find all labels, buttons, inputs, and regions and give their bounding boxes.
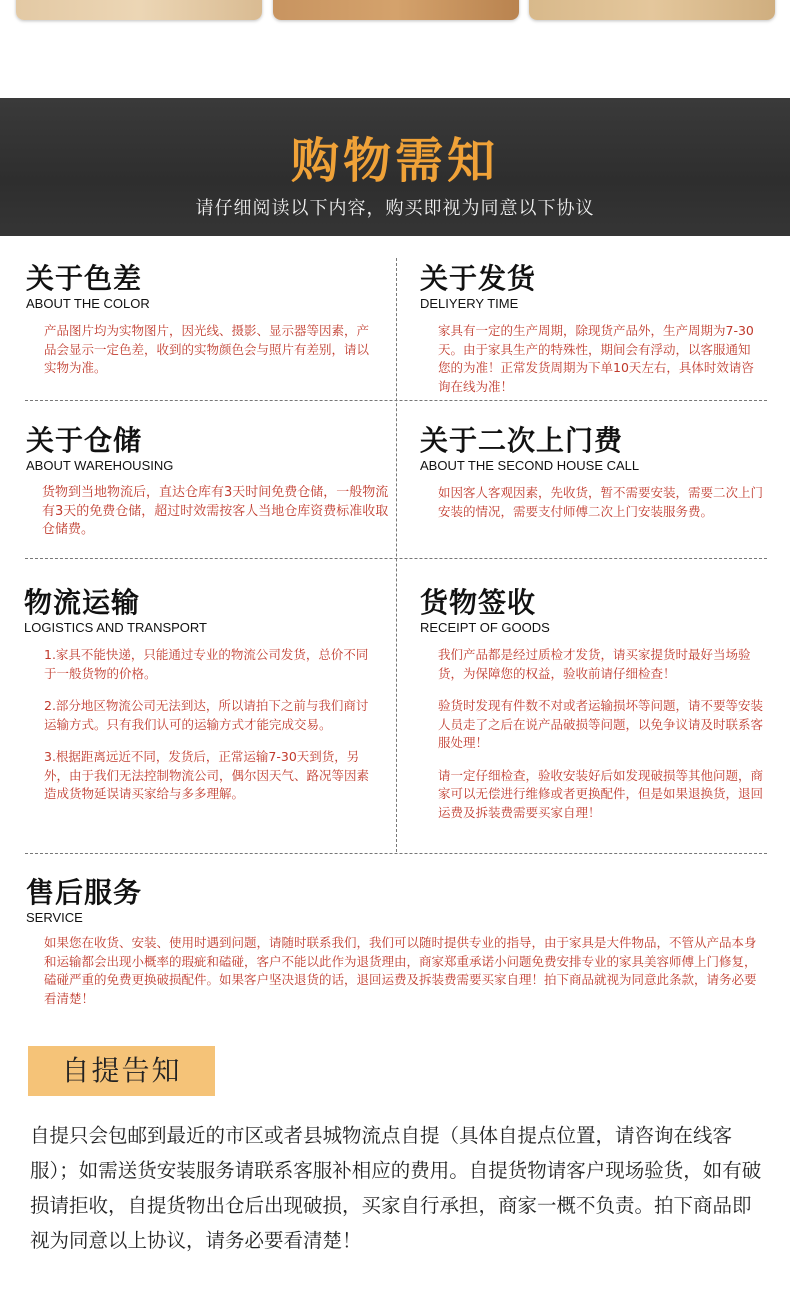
row-divider-3 xyxy=(25,853,767,854)
wood-swatch-natural xyxy=(529,0,775,20)
product-swatch-strip xyxy=(0,0,790,24)
shopping-notice-banner xyxy=(0,98,790,236)
section-paragraph: 如因客人客观因素，先收货，暂不需要安装，需要二次上门安装的情况，需要支付师傅二次上门安装服务费。 xyxy=(438,485,764,519)
section-logistics xyxy=(24,586,376,818)
section-subtitle-en: RECEIPT OF GOODS xyxy=(420,620,550,635)
section-title: 关于色差 xyxy=(26,262,143,295)
section-delivery xyxy=(420,262,760,410)
section-warehouse xyxy=(26,424,391,554)
section-subtitle-en: ABOUT THE SECOND HOUSE CALL xyxy=(420,458,640,473)
section-subtitle-en: LOGISTICS AND TRANSPORT xyxy=(24,620,208,635)
banner-title: 购物需知 xyxy=(290,133,499,189)
wood-swatch-medium xyxy=(273,0,519,20)
section-paragraph: 家具有一定的生产周期，除现货产品外，生产周期为7-30天。由于家具生产的特殊性，期间会有浮动，以客服通知您的为准！正常发货周期为下单10天左右，具体时效请咨询在线为准！ xyxy=(438,323,754,394)
section-paragraph: 产品图片均为实物图片，因光线、摄影、显示器等因素，产品会显示一定色差，收到的实物颜色会与照片有差别，请以实物为准。 xyxy=(44,323,370,375)
section-subtitle-en: DELIYERY TIME xyxy=(420,296,519,311)
pickup-title: 自提告知 xyxy=(61,1054,182,1087)
banner-subtitle: 请仔细阅读以下内容，购买即视为同意以下协议 xyxy=(195,198,595,219)
section-service xyxy=(26,876,766,1022)
section-second-house-call xyxy=(420,424,765,535)
section-subtitle-en: ABOUT THE COLOR xyxy=(26,296,150,311)
section-paragraph: 请一定仔细检查，验收安装好后如发现破损等其他问题，商家可以无偿进行维修或者更换配件，但是如果退换货，退回运费及拆装费需要买家自理！ xyxy=(438,767,764,820)
section-color xyxy=(26,262,371,392)
column-divider xyxy=(396,258,397,852)
section-subtitle-en: ABOUT WAREHOUSING xyxy=(26,458,174,473)
section-paragraph: 1.家具不能快递，只能通过专业的物流公司发货，总价不同于一般货物的价格。 xyxy=(44,647,369,681)
section-paragraph: 验货时发现有件数不对或者运输损坏等问题，请不要等安装人员走了之后在说产品破损等问题，以免争议请及时联系客服处理！ xyxy=(438,698,764,750)
section-paragraph: 货物到当地物流后，直达仓库有3天时间免费仓储，一般物流有3天的免费仓储，超过时效需按客人当地仓库资费标准收取仓储费。 xyxy=(42,485,389,537)
section-subtitle-en: SERVICE xyxy=(26,910,83,925)
section-paragraph: 3.根据距离远近不同，发货后，正常运输7-30天到货，另外，由于我们无法控制物流公司，偶尔因天气、路况等因素造成货物延误请买家给与多多理解。 xyxy=(44,749,370,801)
section-title: 关于仓储 xyxy=(26,424,143,457)
section-receipt xyxy=(420,586,772,836)
section-title: 关于二次上门费 xyxy=(420,424,624,457)
pickup-heading-box xyxy=(28,1046,215,1096)
section-paragraph: 我们产品都是经过质检才发货，请买家提货时最好当场验货，为保障您的权益，验收前请仔细检查！ xyxy=(438,647,751,681)
section-title: 货物签收 xyxy=(420,586,537,619)
section-paragraph: 如果您在收货、安装、使用时遇到问题，请随时联系我们，我们可以随时提供专业的指导，由于家具是大件物品，不管从产品本身和运输都会出现小概率的瑕疵和磕碰，客户不能以此作为退货理由，商家郑重承诺小问题免费安排专业的家具美容师傅上门修复，磕碰严重的免费更换破损配件。如果客户坚决退货的话，退回运费及拆装费需要买家自理！拍下商品就视为同意此条款，请务必要看清楚！ xyxy=(44,935,757,1006)
row-divider-2 xyxy=(25,558,767,559)
section-title: 物流运输 xyxy=(24,586,141,619)
pickup-body-text: 自提只会包邮到最近的市区或者县城物流点自提（具体自提点位置，请咨询在线客服）；如需送货安装服务请联系客服补相应的费用。自提货物请客户现场验货，如有破损请拒收，自提货物出仓后出现破损，买家自行承担，商家一概不负责。拍下商品即视为同意以上协议，请务必要看清楚！ xyxy=(30,1124,762,1252)
section-paragraph: 2.部分地区物流公司无法到达，所以请拍下之前与我们商讨运输方式。只有我们认可的运输方式才能完成交易。 xyxy=(44,698,369,732)
wood-swatch-light xyxy=(16,0,262,20)
section-title: 售后服务 xyxy=(26,876,143,909)
section-title: 关于发货 xyxy=(420,262,537,295)
